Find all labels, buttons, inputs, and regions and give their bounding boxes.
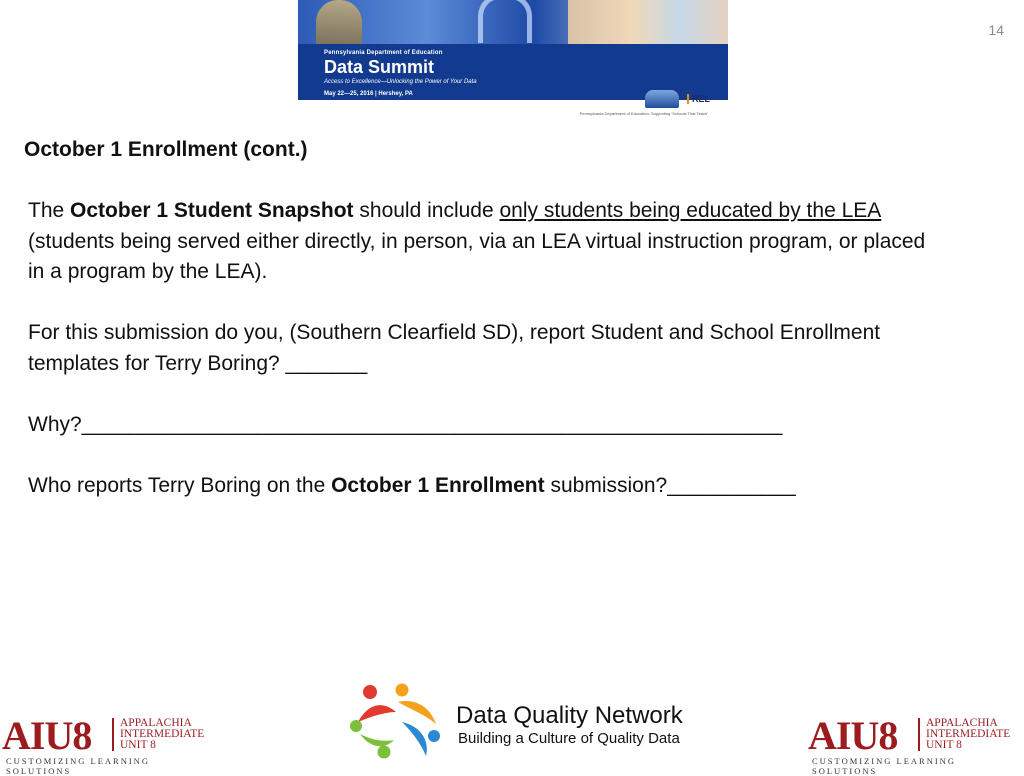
banner-text <box>324 50 477 97</box>
aiu8-tagline: CUSTOMIZING LEARNING SOLUTIONS <box>6 756 150 776</box>
banner-dates: May 22—25, 2016 | Hershey, PA <box>324 91 413 97</box>
aiu8-name <box>112 718 204 751</box>
rel-logo: REL <box>687 94 710 104</box>
slide-number: 14 <box>988 22 1004 38</box>
page-title: October 1 Enrollment (cont.) <box>24 138 308 161</box>
aiu8-name-line: APPALACHIA <box>926 717 998 729</box>
students-photo <box>568 0 728 50</box>
dqn-people-icon <box>350 682 450 762</box>
banner-tagline: Access to Excellence—Unlocking the Power of Your Data <box>324 79 477 85</box>
bold-text: October 1 Student Snapshot <box>70 199 354 222</box>
aiu8-name-line: INTERMEDIATE <box>120 728 205 740</box>
text: submission?___________ <box>544 473 796 497</box>
banner-title: Data Summit <box>324 57 435 77</box>
paragraph-question-why: Why?____________________________________________________________ <box>28 412 783 436</box>
pennsylvania-logo-icon <box>645 90 679 108</box>
padlock-icon <box>478 0 532 43</box>
aiu8-name-line: UNIT 8 <box>926 739 962 751</box>
text: (students being served either directly, in person, via an LEA virtual instruction program, or placed in a program by the LEA). <box>28 229 926 283</box>
aiu8-mark: AIU8 <box>2 713 92 758</box>
paragraph-snapshot <box>28 196 928 288</box>
banner-logos <box>645 90 710 108</box>
text: The <box>28 199 71 222</box>
aiu8-logo-right <box>806 706 1020 776</box>
dqn-tagline: Building a Culture of Quality Data <box>458 730 680 747</box>
aiu8-name <box>918 718 1010 751</box>
aiu8-name-line: APPALACHIA <box>120 717 192 729</box>
paragraph-question-1: For this submission do you, (Southern Clearfield SD), report Student and School Enrollment templates for Terry Boring? _______ <box>28 321 881 375</box>
aiu8-logo-left <box>0 706 214 776</box>
banner-footer-text: Pennsylvania Department of Education: Supporting 'Schools That Teach' <box>579 111 708 116</box>
bold-text: October 1 Enrollment <box>331 473 545 497</box>
banner-dept: Pennsylvania Department of Education <box>324 50 443 56</box>
slide-content <box>28 196 928 532</box>
aiu8-name-line: UNIT 8 <box>120 739 156 751</box>
text: should include <box>353 199 500 222</box>
data-summit-banner <box>298 0 728 120</box>
aiu8-tagline: CUSTOMIZING LEARNING SOLUTIONS <box>812 756 956 776</box>
underlined-text: only students being educated by the LEA <box>499 199 882 222</box>
aiu8-name-line: INTERMEDIATE <box>926 728 1011 740</box>
text: Who reports Terry Boring on the <box>28 473 332 497</box>
aiu8-mark: AIU8 <box>808 713 898 758</box>
banner-photo-strip <box>298 0 728 50</box>
data-quality-network-logo <box>350 682 710 762</box>
paragraph-question-who <box>28 471 928 502</box>
dqn-title: Data Quality Network <box>456 702 683 729</box>
